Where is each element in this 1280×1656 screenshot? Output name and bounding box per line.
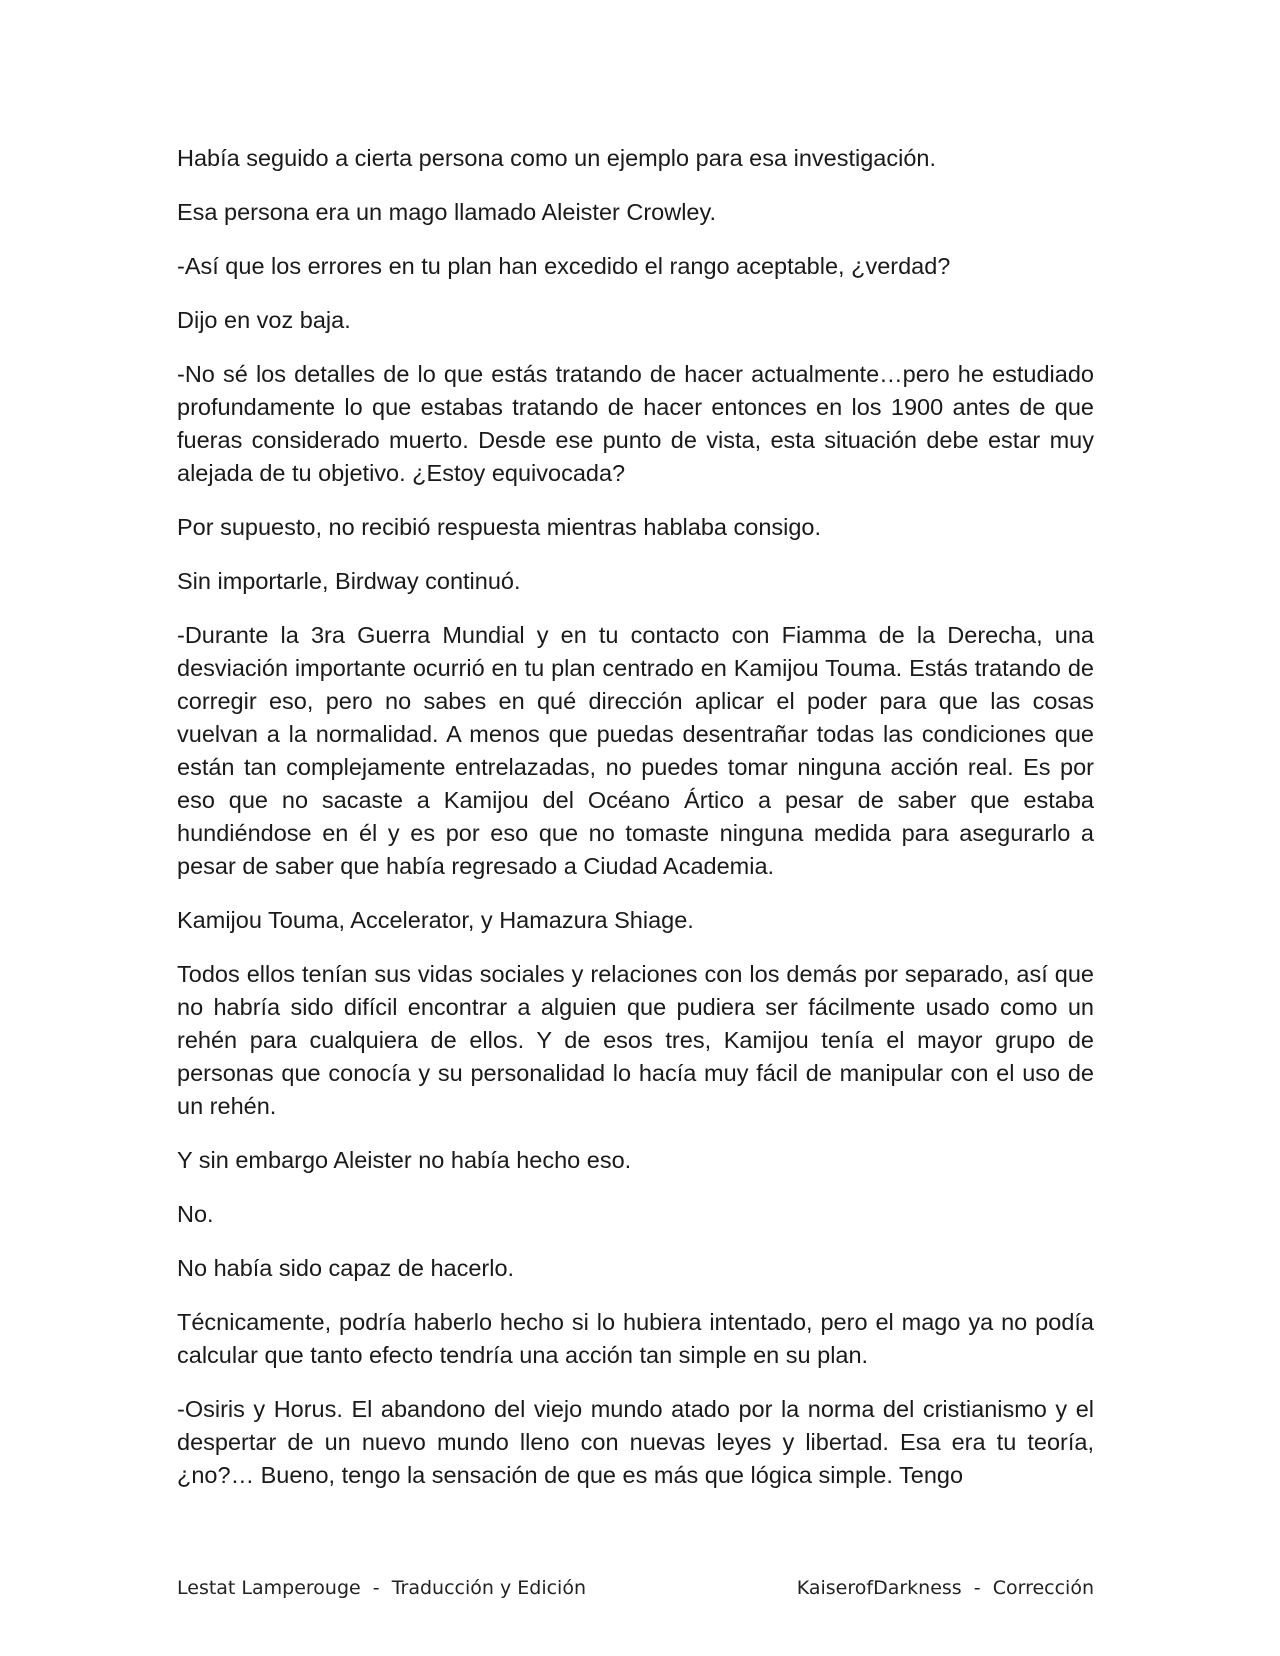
paragraph: No había sido capaz de hacerlo. xyxy=(177,1255,515,1281)
paragraph: Kamijou Touma, Accelerator, y Hamazura Shiage. xyxy=(177,907,694,933)
paragraph: Todos ellos tenían sus vidas sociales y relaciones con los demás por separado, así que no habría sido difícil encontrar a alguien que pudiera ser fácilmente usado como un rehén para cualquiera de ellos. Y de esos tres, Kamijou tenía el mayor grupo de personas que conocía y su personalidad lo hacía muy fácil de manipular con el uso de un rehén. xyxy=(177,961,1094,1119)
paragraph: No. xyxy=(177,1201,214,1227)
footer-translation-credit: Lestat Lamperouge - Traducción y Edición xyxy=(177,1577,587,1599)
paragraph: -Así que los errores en tu plan han excedido el rango aceptable, ¿verdad? xyxy=(177,253,951,279)
paragraph: Había seguido a cierta persona como un ejemplo para esa investigación. xyxy=(177,145,936,171)
paragraph: Dijo en voz baja. xyxy=(177,307,351,333)
footer-correction-credit: KaiserofDarkness - Corrección xyxy=(796,1577,1094,1599)
paragraph: Técnicamente, podría haberlo hecho si lo hubiera intentado, pero el mago ya no podía calcular que tanto efecto tendría una acción tan simple en su plan. xyxy=(177,1309,1094,1368)
paragraph: -Durante la 3ra Guerra Mundial y en tu contacto con Fiamma de la Derecha, una desviación importante ocurrió en tu plan centrado en Kamijou Touma. Estás tratando de corregir eso, pero no sabes en qué dirección aplicar el poder para que las cosas vuelvan a la normalidad. A menos que puedas desentrañar todas las condiciones que están tan complejamente entrelazadas, no puedes tomar ninguna acción real. Es por eso que no sacaste a Kamijou del Océano Ártico a pesar de saber que estaba hundiéndose en él y es por eso que no tomaste ninguna medida para asegurarlo a pesar de saber que había regresado a Ciudad Academia. xyxy=(177,622,1094,879)
paragraph: Por supuesto, no recibió respuesta mientras hablaba consigo. xyxy=(177,514,822,540)
page-footer xyxy=(177,1577,1094,1599)
paragraph: Esa persona era un mago llamado Aleister Crowley. xyxy=(177,199,717,225)
document-body xyxy=(177,142,1094,1513)
paragraph: -Osiris y Horus. El abandono del viejo mundo atado por la norma del cristianismo y el despertar de un nuevo mundo lleno con nuevas leyes y libertad. Esa era tu teoría, ¿no?… Bueno, tengo la sensación de que es más que lógica simple. Tengo xyxy=(177,1396,1094,1488)
paragraph: Y sin embargo Aleister no había hecho eso. xyxy=(177,1147,632,1173)
paragraph: Sin importarle, Birdway continuó. xyxy=(177,568,521,594)
paragraph: -No sé los detalles de lo que estás tratando de hacer actualmente…pero he estudiado profundamente lo que estabas tratando de hacer entonces en los 1900 antes de que fueras considerado muerto. Desde ese punto de vista, esta situación debe estar muy alejada de tu objetivo. ¿Estoy equivocada? xyxy=(177,361,1094,486)
